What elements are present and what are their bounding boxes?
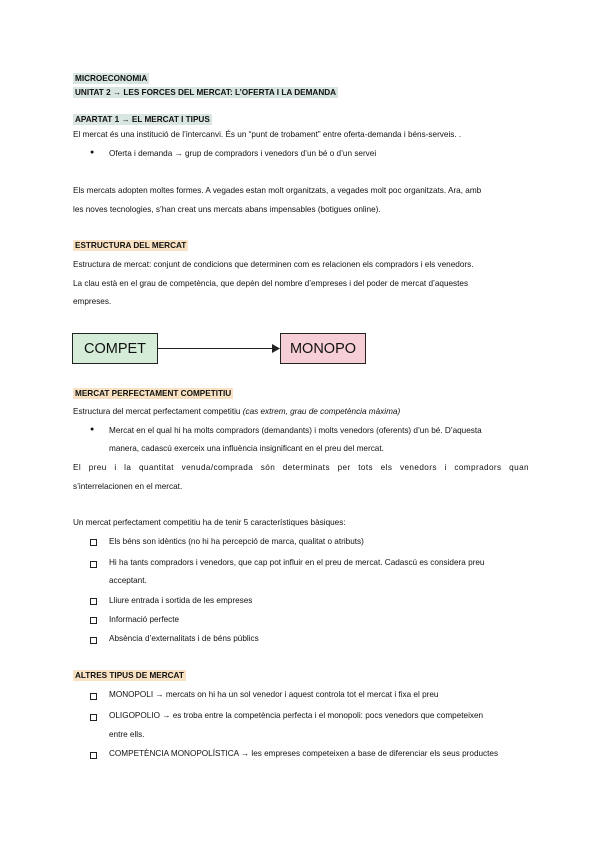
structure-title (73, 241, 188, 250)
feature-item: Hi ha tants compradors i venedors, que cap pot influir en el preu de mercat. Cadascú es considera preu (109, 558, 485, 567)
checkbox-icon (90, 714, 97, 723)
price-quantity-line1: El preu i la quantitat venuda/comprada són determinats per tots els venedors i compradors quan (73, 463, 529, 472)
perfect-competition-title (73, 389, 233, 398)
features-intro: Un mercat perfectament competitiu ha de tenir 5 característiques bàsiques: (73, 518, 346, 527)
market-type-item: MONOPOLI → mercats on hi ha un sol venedor i aquest controla tot el mercat i fixa el preu (109, 690, 439, 699)
diagram-arrow-line (158, 348, 274, 349)
market-forms-line2: les noves tecnologies, s’han creat uns mercats abans impensables (botigues online). (73, 205, 381, 214)
checkbox-icon (90, 561, 97, 570)
other-types-title-text: ALTRES TIPUS DE MERCAT (75, 671, 184, 680)
section1-title (73, 115, 212, 124)
checkbox-icon (90, 637, 97, 646)
feature-item: Lliure entrada i sortida de les empreses (109, 596, 253, 605)
perfect-intro-text: Estructura del mercat perfectament competitiu (73, 407, 241, 416)
section1-title-text: APARTAT 1 → EL MERCAT I TIPUS (75, 115, 210, 124)
monopoly-box-label: MONOPO (289, 340, 357, 357)
checkbox-icon (90, 617, 97, 626)
other-types-title (73, 671, 186, 680)
feature-item: Informació perfecte (109, 615, 180, 624)
checkbox-icon (90, 598, 97, 607)
market-forms-line1: Els mercats adopten moltes formes. A vegades estan molt organitzats, a vegades molt poc organitzats. Ara, amb (73, 186, 482, 195)
feature-item: Absència d’externalitats i de béns públics (109, 634, 259, 643)
monopoly-box (280, 333, 366, 364)
competition-box-label: COMPET (83, 340, 147, 357)
market-definition: El mercat és una institució de l’intercanvi. És un “punt de trobament” entre oferta-demanda i béns-serveis. . (73, 130, 462, 139)
structure-title-text: ESTRUCTURA DEL MERCAT (75, 241, 187, 250)
unit-heading-text: UNITAT 2 → LES FORCES DEL MERCAT: L’OFERTA I LA DEMANDA (75, 88, 337, 97)
subject-heading-text: MICROECONOMIA (75, 74, 148, 83)
supply-demand-bullet: Oferta i demanda → grup de compradors i venedors d’un bé o d’un servei (109, 149, 377, 158)
bullet-dot-icon: ● (90, 149, 95, 156)
market-type-item-continuation: entre ells. (109, 730, 145, 739)
checkbox-icon (90, 539, 97, 548)
subject-heading (73, 74, 149, 83)
market-type-item: COMPETÈNCIA MONOPOLÍSTICA → les empreses competeixen a base de diferenciar els seus productes (109, 749, 499, 758)
perfect-bullet-line2: manera, cadascú exerceix una influència insignificant en el preu del mercat. (109, 444, 384, 453)
structure-line1: Estructura de mercat: conjunt de condicions que determinen com es relacionen els compradors i els venedors. (73, 260, 474, 269)
market-type-item: OLIGOPOLIO → es troba entre la competència perfecta i el monopoli: pocs venedors que competeixen (109, 711, 484, 720)
perfect-bullet-line1: Mercat en el qual hi ha molts compradors (demandants) i molts venedors (oferents) d’un bé. D’aquesta (109, 426, 482, 435)
checkbox-icon (90, 693, 97, 702)
perfect-intro-note: (cas extrem, grau de competència màxima) (242, 407, 401, 416)
feature-item: Els béns son idèntics (no hi ha percepció de marca, qualitat o atributs) (109, 537, 364, 546)
arrow-head-icon (272, 344, 280, 353)
structure-line2: La clau està en el grau de competència, que depèn del nombre d’empreses i del poder de mercat d’aquestes (73, 279, 469, 288)
perfect-competition-title-text: MERCAT PERFECTAMENT COMPETITIU (75, 389, 232, 398)
price-quantity-line2: s’interrelacionen en el mercat. (73, 482, 183, 491)
feature-item-continuation: acceptant. (109, 576, 147, 585)
competition-box (72, 333, 158, 364)
bullet-dot-icon: ● (90, 426, 95, 433)
perfect-intro (73, 407, 400, 416)
structure-line3: empreses. (73, 297, 112, 306)
unit-heading (73, 88, 338, 97)
checkbox-icon (90, 752, 97, 761)
